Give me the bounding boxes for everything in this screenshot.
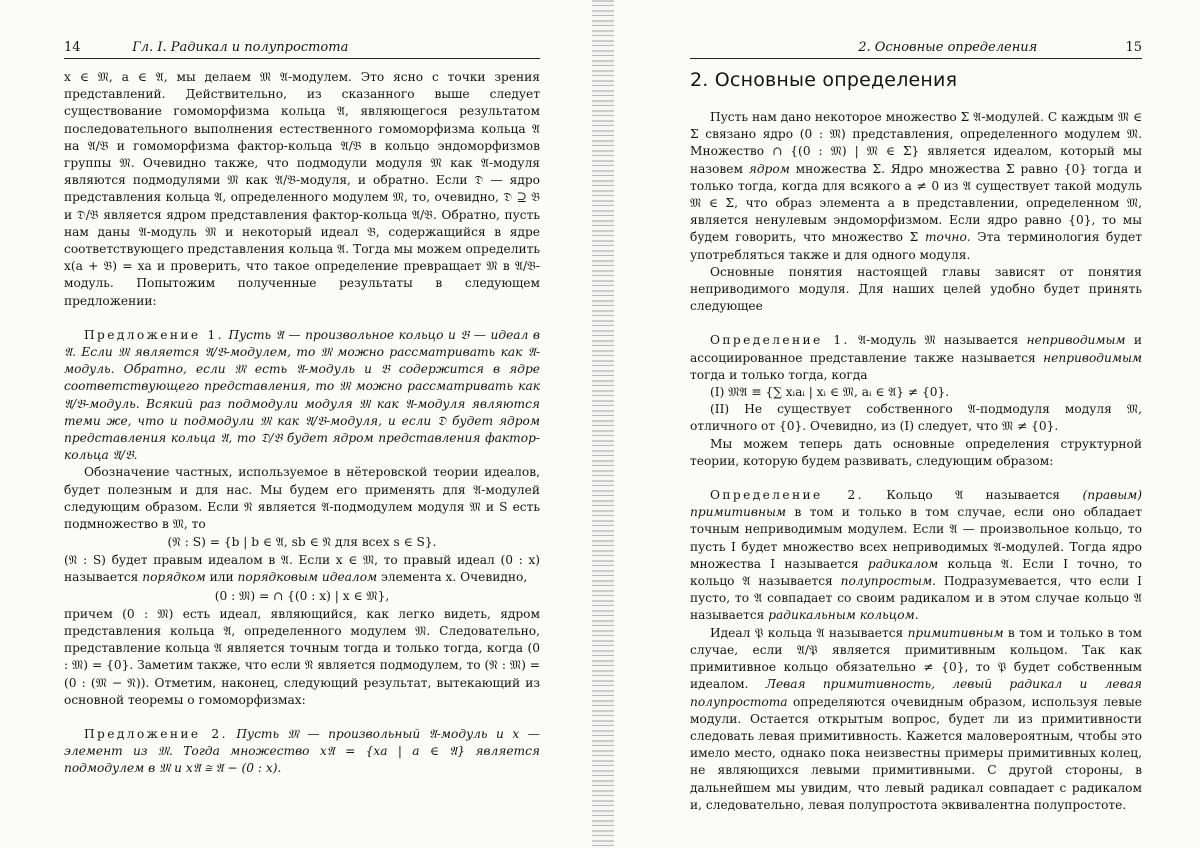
definition-1: Определение 1. 𝔄-модуль 𝔐 называется неприводимым и ассоциированное представление также называется неприводимым тогда и только тогда, когда [690,333,1142,382]
proposition-1 [64,327,540,465]
definition-2: Определение 2. Кольцо 𝔄 называется (правым) примитивным в том и только в том случае, если оно обладает точным неприводимым модулем. Если 𝔄 — произвольное кольцо, то пусть I будет множество всех неприводимых 𝔄-модулей. Тогда ядро множества I называется радикалом кольца 𝔄. Если I точно, то кольцо 𝔄 называется полупростым. Подразумевается, что если I пусто, то 𝔄 совпадает со своим радикалом и в этом случае кольцо 𝔄 называется радикальным кольцом. [690,488,1142,623]
left-running-head [64,40,540,59]
right-paragraph-4: Идеал 𝔓 кольца 𝔄 называется примитивным в том и только в том случае, если 𝔄/𝔓 является примитивным кольцом. Так как примитивное кольцо обязательно ≠ {0}, то 𝔓 будет собственным идеалом. Левая примитивность, левый радикал и левая полупростота определяются очевидным образом, используя левые модули. Остается открытым вопрос, будет ли из примитивности следовать левая примитивность. Кажется маловероятным, чтобы это имело место, однако пока неизвестны примеры примитивных колец, не являющихся левыми примитивными. С другой стороны, в дальнейшем мы увидим, что левый радикал совпадает с радикалом и, следовательно, левая полупростота эквивалентна полупростоте. [690,625,1143,812]
right-paragraph-1: Пусть нам дано некоторое множество Σ 𝔄-модулей. С каждым 𝔐 ∈ Σ связано ядро (0 : 𝔐) представления, определенного модулем 𝔐. Множество ∩ {(0 : 𝔐) | 𝔐 ∈ Σ} является идеалом, который мы назовем ядром множества Σ. Ядро множества Σ равно {0} тогда и только тогда, когда для всякого a ≠ 0 из 𝔄 существует такой модуль 𝔐 ∈ Σ, что образ элемента a в представлении, определенном 𝔐, является ненулевым эндоморфизмом. Если ядро равно {0}, то мы будем говорить, что множество Σ точно. Эта терминология будет употребляться также и для одного модуля. [690,110,1142,262]
condition-2: (II) Не существует собственного 𝔄-подмодуля модуля 𝔐, отличного от {0}. Очевидно, из (I) следует, что 𝔐 ≠ {0}. [690,402,1142,434]
left-paragraph-1: x ∈ 𝔐, a ∈ 𝔄, мы делаем 𝔐 𝔄-модулем. Это ясно с точки зрения представлений. Действительно, из сказанного выше следует существование гомоморфизма кольца 𝔄, являющегося результатом последовательного выполнения естественного гомоморфизма кольца 𝔄 на 𝔄/𝔅 и гомоморфизма фактор-кольца 𝔄/𝔅 в кольцо эндоморфизмов группы 𝔐. Очевидно также, что подмодули модуля 𝔐 как 𝔄-модуля являются подмодулями 𝔐 как 𝔄/𝔅-модуля, и обратно. Если 𝔇 — ядро представления кольца 𝔄, определенного модулем 𝔐, то, очевидно, 𝔇 ⊇ 𝔅 и 𝔇/𝔅 является ядром представления фактор-кольца 𝔄/𝔅. Обратно, пусть нам даны 𝔄-модуль 𝔐 и некоторый идеал 𝔅, содержащийся в ядре соответствующего представления кольца 𝔄. Тогда мы можем определить x(a + 𝔅) = xa и проверить, что такое определение превращает 𝔐 в 𝔄/𝔅-модуль. Попытожим полученные результаты в следующем предложении: [64,70,540,308]
left-running-title: Гл. I. Радикал и полупростота [132,40,349,55]
formula-quotient: (𝔑 : S) = {b | b ∈ 𝔄, sb ∈ 𝔑 для всех s ∈ S}. [167,535,437,550]
left-paragraph-4: причем (0 : 𝔐) есть идеал, являющийся, как легко видеть, ядром представления кольца 𝔄, определенного модулем 𝔐. Следовательно, представление кольца 𝔄 является точным тогда и только тогда, когда (0 : 𝔐) = {0}. Заметим также, что если 𝔑 является подмодулем, то (𝔑 : 𝔐) = (0 : (𝔐 − 𝔑)). Отметим, наконец, следующий результат, вытекающий из основной теоремы о гомоморфизмах: [64,606,540,707]
right-paragraph-3: Мы можем теперь дать основные определения структурной теории, которую будем развивать, следующим образом: [690,436,1142,468]
proposition-2-heading: Предложение 2. [84,726,228,741]
proposition-1-heading: Предложение 1. [84,327,224,342]
right-page-number: 15 [1125,40,1142,55]
right-running-title: 2. Основные определения [858,40,1038,55]
definition-2-heading: Определение 2. [710,488,864,503]
proposition-1-text: Пусть 𝔄 — произвольное кольцо и 𝔅 — идеал в 𝔄. Если 𝔐 является 𝔄/𝔅-модулем, то 𝔐 можно рассматривать как 𝔄-модуль. Обратно, если 𝔐 есть 𝔄-модуль и 𝔅 содержится в ядре соответствующего представления, то 𝔐 можно рассматривать как 𝔄/𝔅-модуль. Всякий раз подмодули модуля 𝔐 как 𝔄-модуля являются теми же, что и подмодули 𝔐 как 𝔄/𝔅-модуля, и если 𝔇 будет ядром представления кольца 𝔄, то 𝔇/𝔅 будет ядром представления фактор-кольца 𝔄/𝔅. [64,327,540,463]
proposition-2 [64,726,540,778]
proposition-2-text: Пусть 𝔐 — произвольный 𝔄-модуль и x — элемент из 𝔐. Тогда множество x𝔄 = {xa | a ∈ 𝔄} является подмодулем в 𝔐 и x𝔄 ≅ 𝔄 − (0 : x). [64,726,540,776]
right-page [610,0,1200,848]
definition-1-heading: Определение 1. [710,333,850,348]
left-page [0,0,596,848]
left-page-number: 14 [64,40,81,55]
condition-1: (I) 𝔐𝔄 ≡ {∑ xᵢaᵢ | xᵢ ∈ 𝔐, aᵢ ∈ 𝔄} ≠ {0}. [710,385,950,400]
right-running-head [690,40,1142,59]
left-paragraph-3: (𝔑 : S) будет правым идеалом в 𝔄. Если x ∈ 𝔐, то правый идеал (0 : x) называется порядком или порядковым идеалом элемента x. Очевидно, [64,553,540,585]
formula-annihilator: (0 : 𝔐) = ∩ {(0 : x) | x ∈ 𝔐}, [214,588,390,603]
right-paragraph-2: Основные понятия настоящей главы зависят от понятия неприводимого модуля. Для наших целей удобно будет принять следующее [690,264,1142,314]
section-title: 2. Основные определения [690,69,958,91]
left-paragraph-2: Обозначение частных, используемое в нётеровской теории идеалов, будет полезным и для нас. Мы будем его применять для 𝔄-модулей следующим образом. Если 𝔑 является 𝔄-подмодулем модуля 𝔐 и S есть подмножество в 𝔐, то [64,465,540,532]
